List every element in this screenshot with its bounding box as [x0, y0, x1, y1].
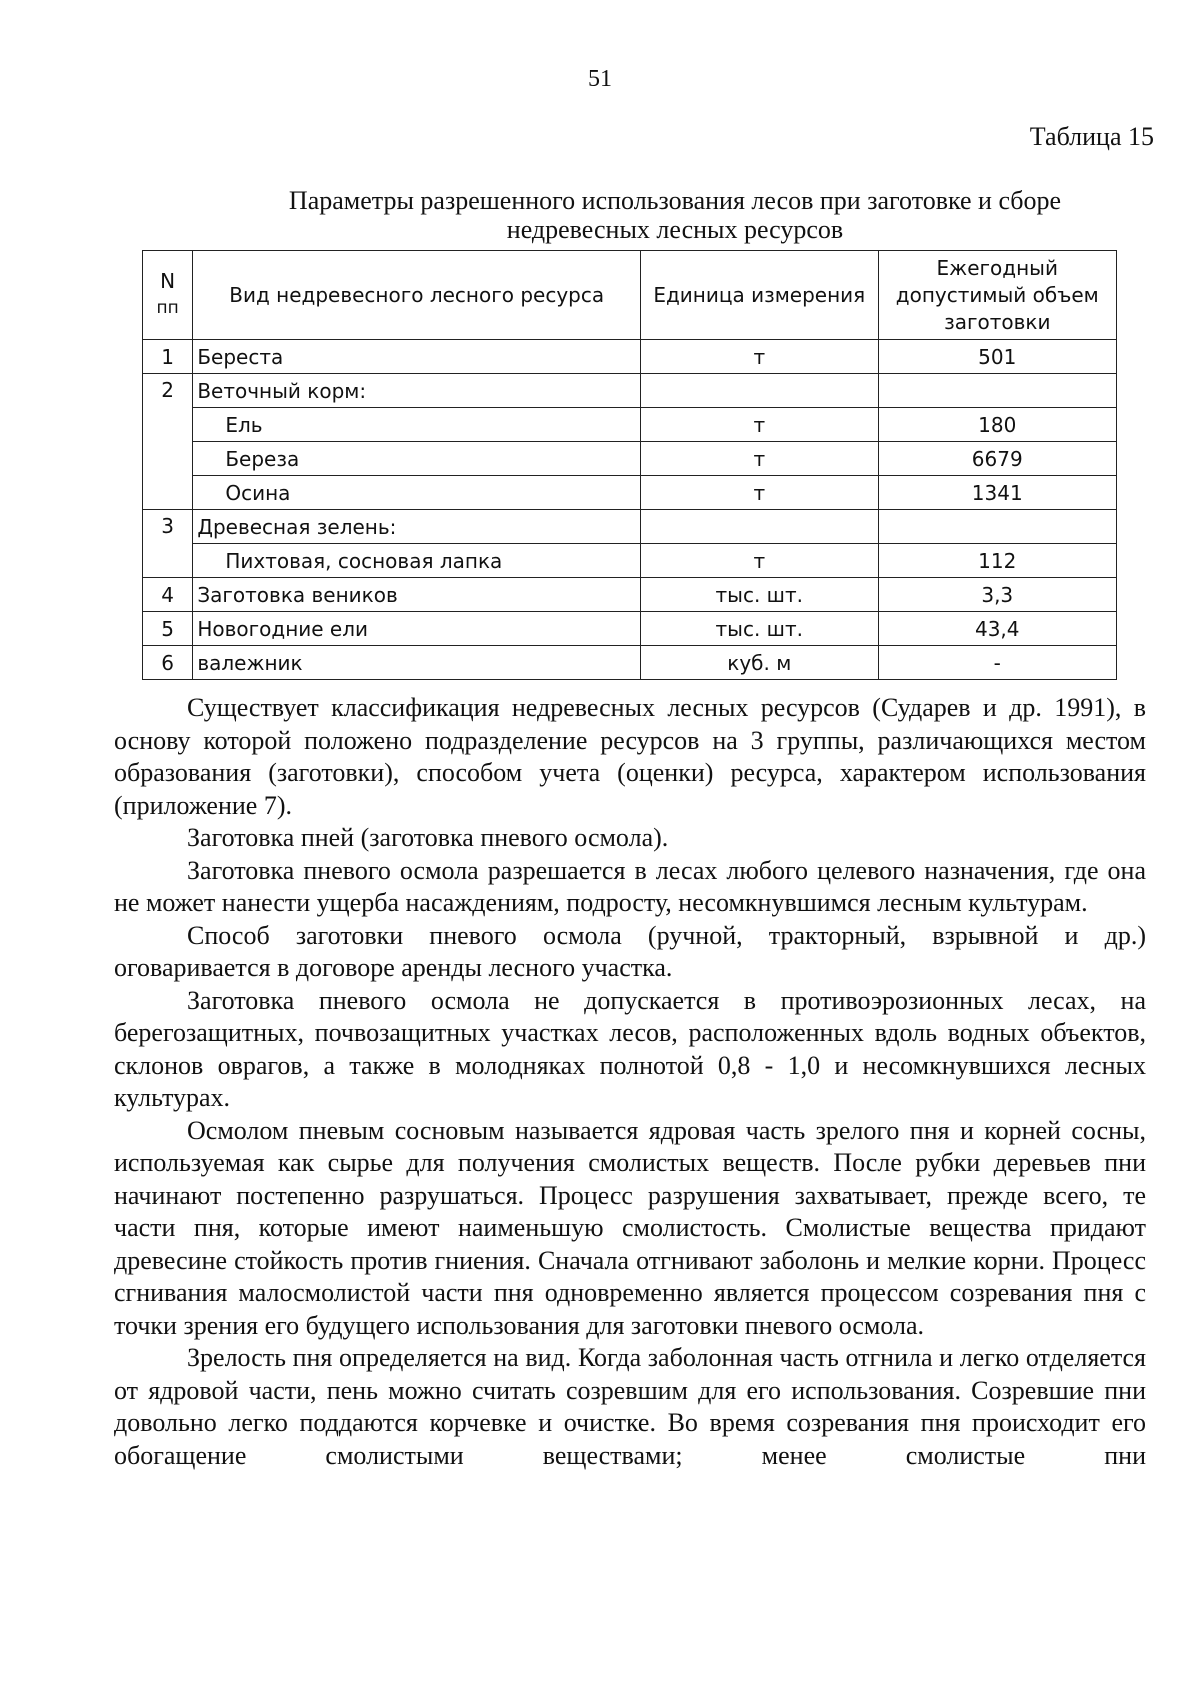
table-label: Таблица 15	[1029, 122, 1154, 151]
table-header-row	[143, 251, 1117, 340]
paragraph: Осмолом пневым сосновым называется ядровая часть зрелого пня и корней сосны, используемая как сырье для получения смолистых веществ. После рубки деревьев пни начинают постепенно разрушаться. Процесс разрушения захватывает, прежде всего, те части пня, которые имеют наименьшую смолистость. Смолистые вещества придают древесине стойкость против гниения. Сначала отгнивают заболонь и мелкие корни. Процесс сгнивания малосмолистой части пня одновременно является процессом созревания пня с точки зрения его будущего использования для заготовки пневого осмола.	[114, 1115, 1146, 1340]
row-name: Пихтовая, сосновая лапка	[193, 544, 641, 578]
table-row	[143, 544, 1117, 578]
row-num: 1	[143, 340, 193, 374]
row-volume: 6679	[878, 442, 1116, 476]
row-volume: -	[878, 646, 1116, 680]
table-title-line-1: Параметры разрешенного использования лесов при заготовке и сборе	[288, 186, 1062, 215]
row-volume: 43,4	[878, 612, 1116, 646]
resources-table	[142, 250, 1117, 680]
row-volume: 112	[878, 544, 1116, 578]
paragraph: Существует классификация недревесных лесных ресурсов (Сударев и др. 1991), в основу которой положено подразделение ресурсов на 3 группы, различающихся местом образования (заготовки), способом учета (оценки) ресурса, характером использования (приложение 7).	[114, 693, 1146, 820]
table-title	[205, 186, 1145, 244]
row-name: Ель	[193, 408, 641, 442]
row-volume: 180	[878, 408, 1116, 442]
paragraph: Способ заготовки пневого осмола (ручной, тракторный, взрывной и др.) оговаривается в договоре аренды лесного участка.	[114, 920, 1146, 982]
header-unit: Единица измерения	[641, 251, 879, 340]
row-unit: т	[641, 408, 879, 442]
row-unit	[641, 374, 879, 408]
row-unit: т	[641, 476, 879, 510]
row-volume: 1341	[878, 476, 1116, 510]
table-row	[143, 476, 1117, 510]
row-volume	[878, 374, 1116, 408]
row-unit: т	[641, 544, 879, 578]
row-name: валежник	[193, 646, 641, 680]
header-num	[143, 251, 193, 340]
row-unit: тыс. шт.	[641, 578, 879, 612]
row-num: 2	[143, 374, 193, 510]
table-row	[143, 612, 1117, 646]
body-text	[114, 692, 1146, 1472]
row-name: Новогодние ели	[193, 612, 641, 646]
row-unit: т	[641, 442, 879, 476]
row-name: Древесная зелень:	[193, 510, 641, 544]
row-name: Осина	[193, 476, 641, 510]
table-row	[143, 578, 1117, 612]
header-name: Вид недревесного лесного ресурса	[193, 251, 641, 340]
paragraph: Заготовка пневого осмола не допускается в противоэрозионных лесах, на берегозащитных, почвозащитных участках лесов, расположенных вдоль водных объектов, склонов оврагов, а также в молодняках полнотой 0,8 - 1,0 и несомкнувшихся лесных культурах.	[114, 985, 1146, 1112]
header-volume	[878, 251, 1116, 340]
header-volume-line-3: заготовки	[944, 309, 1051, 334]
table-row	[143, 510, 1117, 544]
table-row	[143, 374, 1117, 408]
row-unit: тыс. шт.	[641, 612, 879, 646]
table-title-line-2: недревесных лесных ресурсов	[506, 215, 844, 244]
row-unit: куб. м	[641, 646, 879, 680]
header-volume-line-2: допустимый объем	[895, 282, 1099, 307]
row-unit: т	[641, 340, 879, 374]
row-name: Веточный корм:	[193, 374, 641, 408]
header-volume-line-1: Ежегодный	[936, 255, 1058, 280]
row-name: Заготовка веников	[193, 578, 641, 612]
table-row	[143, 442, 1117, 476]
paragraph: Заготовка пней (заготовка пневого осмола).	[187, 823, 669, 852]
row-num: 5	[143, 612, 193, 646]
row-name: Береста	[193, 340, 641, 374]
row-volume: 3,3	[878, 578, 1116, 612]
paragraph: Заготовка пневого осмола разрешается в лесах любого целевого назначения, где она не может нанести ущерба насаждениям, подросту, несомкнувшимся лесным культурам.	[114, 855, 1146, 917]
row-volume	[878, 510, 1116, 544]
header-num-line-1: N	[160, 269, 176, 293]
row-num: 3	[143, 510, 193, 578]
table-row	[143, 408, 1117, 442]
paragraph: Зрелость пня определяется на вид. Когда заболонная часть отгнила и легко отделяется от ядровой части, пень можно считать созревшим для его использования. Созревшие пни довольно легко поддаются корчевке и очистке. Во время созревания пня происходит его обогащение смолистыми веществами; менее смолистые пни	[114, 1343, 1146, 1470]
row-name: Береза	[193, 442, 641, 476]
row-num: 6	[143, 646, 193, 680]
row-volume: 501	[878, 340, 1116, 374]
row-num: 4	[143, 578, 193, 612]
row-unit	[641, 510, 879, 544]
header-num-line-2: пп	[156, 298, 179, 318]
table-row	[143, 340, 1117, 374]
page-number: 51	[588, 66, 612, 92]
table-row	[143, 646, 1117, 680]
